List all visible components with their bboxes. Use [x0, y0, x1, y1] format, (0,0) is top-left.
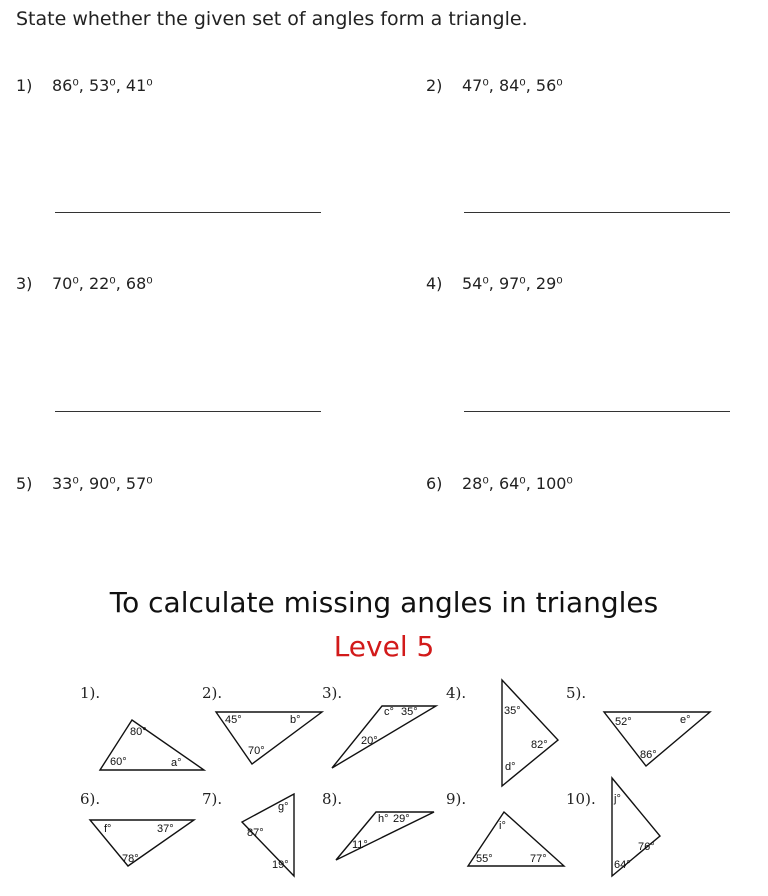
angle-label: 45°	[225, 714, 242, 726]
angle-label: 60°	[110, 756, 127, 768]
angle-label: 70°	[248, 745, 265, 757]
section-heading: To calculate missing angles in triangles	[109, 586, 659, 619]
problem-label-4: 4).	[446, 684, 467, 702]
question-number: 3)	[16, 274, 33, 293]
angle-label: 20°	[361, 735, 378, 747]
question-angles: 70⁰, 22⁰, 68⁰	[52, 274, 153, 293]
angle-label: 80°	[130, 726, 147, 738]
problem-label-3: 3).	[322, 684, 343, 702]
angle-label: 52°	[615, 716, 632, 728]
angle-label: j°	[614, 793, 621, 805]
angle-label: b°	[290, 714, 301, 726]
question-angles: 86⁰, 53⁰, 41⁰	[52, 76, 153, 95]
question-number: 5)	[16, 474, 33, 493]
angle-label: g°	[278, 801, 289, 813]
angle-label: h°	[378, 813, 389, 825]
angle-label: f°	[104, 823, 112, 835]
angle-label: c°	[384, 706, 394, 718]
question-number: 4)	[426, 274, 443, 293]
question-angles: 54⁰, 97⁰, 29⁰	[462, 274, 563, 293]
angle-label: 77°	[530, 853, 547, 865]
angle-label: 78°	[122, 853, 139, 865]
angle-label: 11°	[352, 839, 368, 851]
angle-label: 55°	[476, 853, 493, 865]
question-angles: 47⁰, 84⁰, 56⁰	[462, 76, 563, 95]
angle-label: d°	[505, 761, 516, 773]
problem-label-1: 1).	[80, 684, 101, 702]
level-label: Level 5	[333, 630, 435, 663]
problem-label-8: 8).	[322, 790, 343, 808]
angle-label: 87°	[247, 827, 264, 839]
angle-label: i°	[499, 820, 506, 832]
angle-label: 19°	[272, 859, 289, 871]
angle-label: 64°	[614, 859, 631, 871]
angle-label: 37°	[157, 823, 174, 835]
worksheet-instruction: State whether the given set of angles form a triangle.	[16, 8, 528, 30]
problem-label-6: 6).	[80, 790, 101, 808]
question-angles: 33⁰, 90⁰, 57⁰	[52, 474, 153, 493]
angle-label: 86°	[640, 749, 657, 761]
angle-label: 82°	[531, 739, 548, 751]
question-number: 2)	[426, 76, 443, 95]
angle-label: 35°	[401, 706, 418, 718]
angle-label: e°	[680, 714, 691, 726]
question-number: 1)	[16, 76, 33, 95]
angle-label: 29°	[393, 813, 410, 825]
angle-label: a°	[171, 757, 182, 769]
angle-label: 76°	[638, 841, 655, 853]
problem-label-9: 9).	[446, 790, 467, 808]
problem-label-7: 7).	[202, 790, 223, 808]
question-number: 6)	[426, 474, 443, 493]
problem-label-2: 2).	[202, 684, 223, 702]
question-angles: 28⁰, 64⁰, 100⁰	[462, 474, 573, 493]
problem-label-5: 5).	[566, 684, 587, 702]
angle-label: 35°	[504, 705, 521, 717]
problem-label-10: 10).	[566, 790, 596, 808]
